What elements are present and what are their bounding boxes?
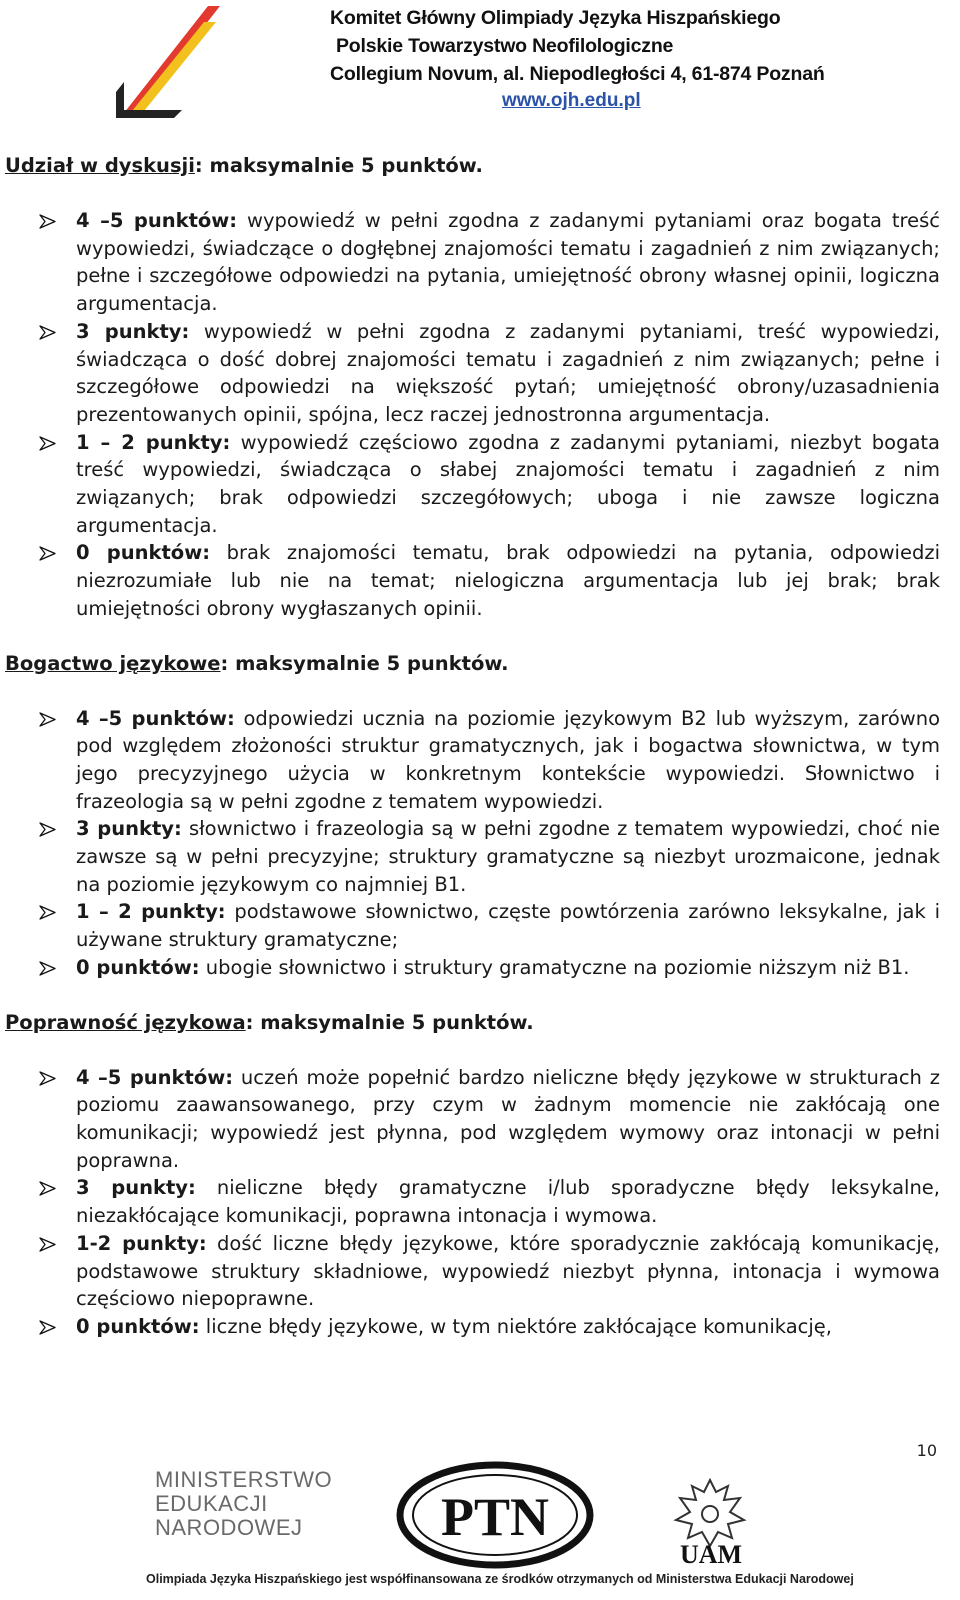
arrow-bullet-icon	[39, 905, 56, 920]
arrow-bullet-icon	[39, 436, 56, 451]
list-item: 0 punktów: ubogie słownictwo i struktury gramatyczne na poziomie niższym niż B1.	[5, 954, 940, 982]
arrow-bullet-icon	[39, 961, 56, 976]
list-item: 3 punkty: wypowiedź w pełni zgodna z zadanymi pytaniami, treść wypowiedzi, świadcząca o dość dobrej znajomości tematu i zagadnień z nim związanych; pełne i szczegółowe odpowiedzi na większość pytań; umiejętność obrony/uzasadnienia prezentowanych opinii, spójna, lecz raczej jednostronna argumentacja.	[5, 318, 940, 429]
uam-logo-text: UAM	[680, 1540, 743, 1569]
list-item: 1 – 2 punkty: podstawowe słownictwo, częste powtórzenia zarówno leksykalne, jak i używane struktury gramatyczne;	[5, 898, 940, 953]
section-title-accuracy: Poprawność językowa: maksymalnie 5 punktów.	[5, 1010, 534, 1034]
criteria-content	[5, 152, 940, 1368]
ptn-logo-icon	[395, 1460, 595, 1570]
arrow-bullet-icon	[39, 822, 56, 837]
list-item: 1 – 2 punkty: wypowiedź częściowo zgodna z zadanymi pytaniami, niezbyt bogata treść wypowiedzi, świadcząca o słabej znajomości tematu i zagadnień z nim związanych; brak odpowiedzi szczegółowych; uboga i nie zawsze logiczna argumentacja.	[5, 429, 940, 540]
organizer-line-2: Polskie Towarzystwo Neofilologiczne	[336, 35, 674, 57]
list-item: 3 punkty: słownictwo i frazeologia są w pełni zgodne z tematem wypowiedzi, choć nie zawsze są w pełni precyzyjne; struktury gramatyczne są niezbyt urozmaicone, jednak na poziomie językowym co najmniej B1.	[5, 815, 940, 898]
arrow-bullet-icon	[39, 1237, 56, 1252]
criteria-list-accuracy	[5, 1064, 940, 1341]
organizer-line-1: Komitet Główny Olimpiady Języka Hiszpańskiego	[330, 7, 781, 29]
list-item: 4 –5 punktów: wypowiedź w pełni zgodna z zadanymi pytaniami oraz bogata treść wypowiedzi, świadczące o dogłębnej znajomości tematu i zagadnień z nim związanych; pełne i szczegółowe odpowiedzi na pytania, umiejętność obrony własnej opinii, logiczna argumentacja.	[5, 207, 940, 318]
arrow-bullet-icon	[39, 546, 56, 561]
list-item: 1-2 punkty: dość liczne błędy językowe, które sporadycznie zakłócają komunikację, podstawowe struktury składniowe, wypowiedź niezbyt płynna, intonacja i wymowa częściowo niepoprawne.	[5, 1230, 940, 1313]
section-title-discussion: Udział w dyskusji: maksymalnie 5 punktów.	[5, 154, 483, 177]
list-item: 3 punkty: nieliczne błędy gramatyczne i/lub sporadyczne błędy leksykalne, niezakłócające komunikacji, poprawna intonacja i wymowa.	[5, 1174, 940, 1229]
criteria-list-discussion	[5, 207, 940, 623]
funding-note: Olimpiada Języka Hiszpańskiego jest współfinansowana ze środków otrzymanych od Ministerstwa Edukacji Narodowej	[146, 1572, 854, 1586]
ministry-line-3: NARODOWEJ	[155, 1515, 303, 1540]
ministry-line-2: EDUKACJI	[155, 1491, 268, 1516]
svg-text:PTN: PTN	[441, 1487, 549, 1547]
section-title-vocabulary: Bogactwo językowe: maksymalnie 5 punktów.	[5, 651, 509, 675]
arrow-bullet-icon	[39, 712, 56, 727]
list-item: 4 –5 punktów: uczeń może popełnić bardzo nieliczne błędy językowe w strukturach z poziomu zaawansowanego, przy czym w żadnym momencie nie zakłócają one komunikacji; wypowiedź jest płynna, pod względem wymowy oraz intonacji w pełni poprawna.	[5, 1064, 940, 1175]
page-number: 10	[916, 1441, 937, 1460]
arrow-bullet-icon	[39, 1071, 56, 1086]
organizer-line-3: Collegium Novum, al. Niepodległości 4, 61-874 Poznań	[330, 63, 825, 85]
ministry-logo	[155, 1468, 332, 1540]
list-item: 4 –5 punktów: odpowiedzi ucznia na poziomie językowym B2 lub wyższym, zarówno pod względem złożoności struktur gramatycznych, jak i bogactwa słownictwa, w tym jego precyzyjnego użycia w konkretnym kontekście wypowiedzi. Słownictwo i frazeologia są w pełni zgodne z tematem wypowiedzi.	[5, 705, 940, 816]
criteria-list-vocabulary	[5, 705, 940, 982]
ministry-line-1: MINISTERSTWO	[155, 1467, 333, 1492]
website-link[interactable]: www.ojh.edu.pl	[502, 90, 641, 111]
olympiad-logo-icon	[112, 0, 242, 125]
arrow-bullet-icon	[39, 214, 56, 229]
page-footer	[0, 1460, 960, 1600]
arrow-bullet-icon	[39, 1320, 56, 1335]
arrow-bullet-icon	[39, 325, 56, 340]
organizer-block	[330, 4, 930, 112]
list-item: 0 punktów: brak znajomości tematu, brak odpowiedzi na pytania, odpowiedzi niezrozumiałe lub nie na temat; nielogiczna argumentacja lub jej brak; brak umiejętności obrony wygłaszanych opinii.	[5, 539, 940, 622]
list-item: 0 punktów: liczne błędy językowe, w tym niektóre zakłócające komunikację,	[5, 1313, 940, 1341]
arrow-bullet-icon	[39, 1181, 56, 1196]
page-header	[0, 0, 960, 135]
